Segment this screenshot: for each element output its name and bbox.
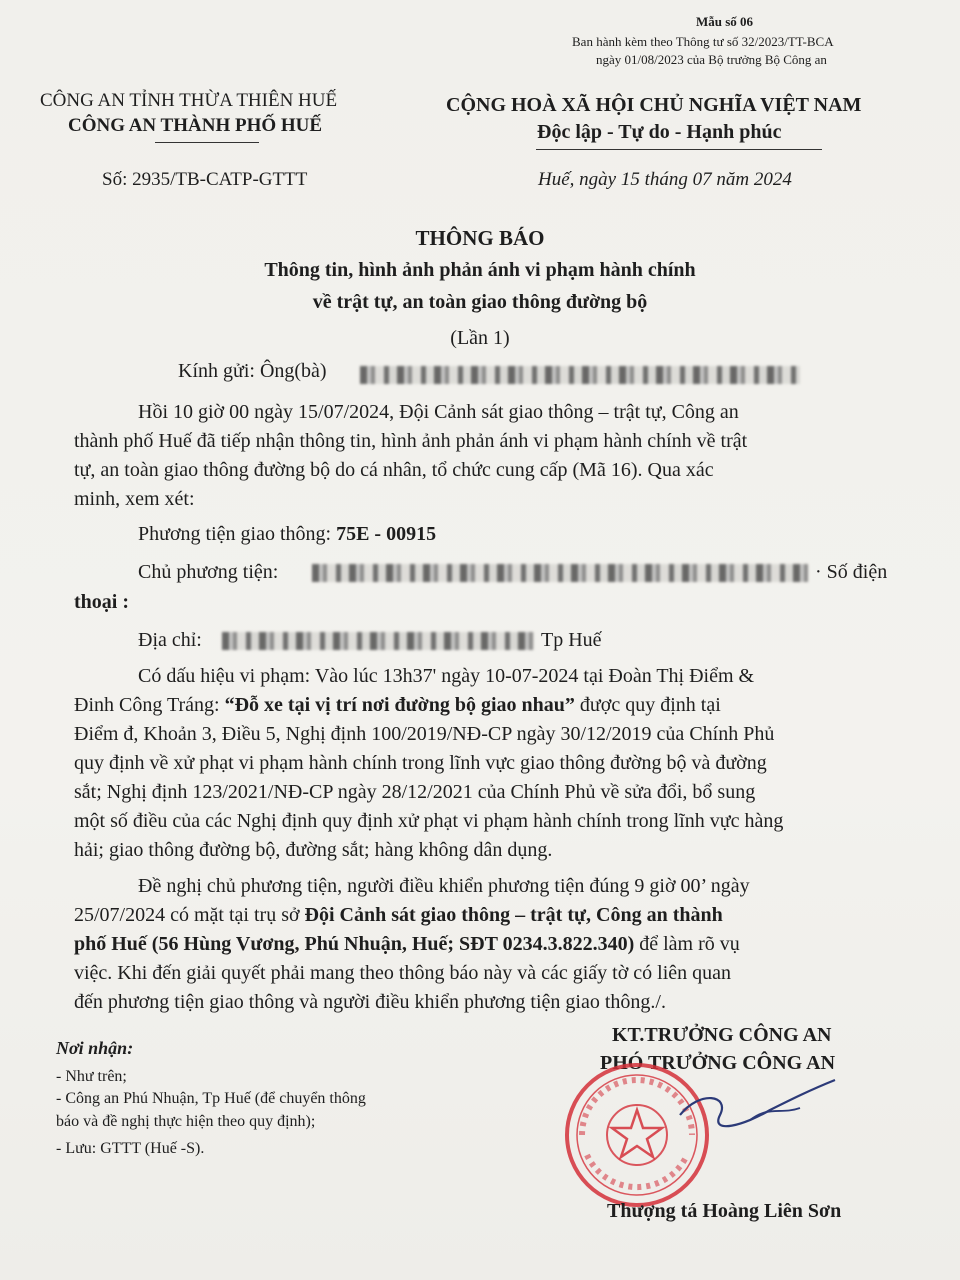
nation-title: CỘNG HOÀ XÃ HỘI CHỦ NGHĨA VIỆT NAM [446, 94, 862, 116]
recipient-label: Kính gửi: Ông(bà) [178, 360, 327, 382]
issued-with-line-2: ngày 01/08/2023 của Bộ trưởng Bộ Công an [596, 52, 827, 67]
intro-line-4: minh, xem xét: [74, 488, 195, 510]
request-line-3 [74, 930, 740, 959]
address-city: Tp Huế [541, 629, 602, 651]
recipients-item-1: - Như trên; [56, 1068, 127, 1085]
document-number: Số: 2935/TB-CATP-GTTT [102, 169, 308, 190]
request-address: phố Huế (56 Hùng Vương, Phú Nhuận, Huế; SĐT 0234.3.822.340) [74, 933, 635, 955]
request-line-2 [74, 901, 723, 930]
motto-underline [536, 149, 822, 150]
violation-line-7: hải; giao thông đường bộ, đường sắt; hàng không dân dụng. [74, 839, 553, 861]
request-office: Đội Cảnh sát giao thông – trật tự, Công an thành [304, 904, 723, 926]
violation-reg-intro: được quy định tại [574, 694, 721, 716]
request-line-4: việc. Khi đến giải quyết phải mang theo thông báo này và các giấy tờ có liên quan [74, 962, 732, 984]
violation-location: Đinh Công Tráng: [74, 694, 225, 716]
violation-line-6: một số điều của các Nghị định quy định xử phạt vi phạm hành chính trong lĩnh vực hàng [74, 810, 784, 832]
violation-line-5: sắt; Nghị định 123/2021/NĐ-CP ngày 28/12/2021 của Chính Phủ về sửa đổi, bổ sung [74, 781, 756, 803]
request-line-1: Đề nghị chủ phương tiện, người điều khiển phương tiện đúng 9 giờ 00’ ngày [138, 875, 750, 897]
request-date: 25/07/2024 có mặt tại trụ sở [74, 904, 305, 926]
org-parent: CÔNG AN TỈNH THỪA THIÊN HUẾ [40, 90, 338, 111]
nation-motto: Độc lập - Tự do - Hạnh phúc [537, 121, 782, 143]
intro-line-3: tự, an toàn giao thông đường bộ do cá nhân, tổ chức cung cấp (Mã 16). Qua xác [74, 459, 714, 481]
handwritten-signature [660, 1070, 860, 1180]
redacted-owner-name [312, 564, 808, 582]
redacted-address [222, 632, 534, 650]
document-title: THÔNG BÁO [415, 226, 545, 250]
violation-line-1: Có dấu hiệu vi phạm: Vào lúc 13h37' ngày 10-07-2024 tại Đoàn Thị Điểm & [138, 665, 755, 687]
owner-label: Chủ phương tiện: [138, 561, 279, 583]
vehicle-label: Phương tiện giao thông: [138, 523, 337, 545]
document-date: Huế, ngày 15 tháng 07 năm 2024 [538, 169, 792, 190]
document-subtitle-1: Thông tin, hình ảnh phản ánh vi phạm hành chính [264, 259, 696, 281]
notice-count: (Lần 1) [450, 327, 510, 349]
vehicle-line [138, 520, 436, 549]
redacted-recipient-name [360, 366, 800, 384]
violation-line-3: Điểm đ, Khoản 3, Điều 5, Nghị định 100/2019/NĐ-CP ngày 30/12/2019 của Chính Phủ [74, 723, 775, 745]
recipients-item-2b: báo và đề nghị thực hiện theo quy định); [56, 1113, 316, 1130]
intro-line-1: Hồi 10 giờ 00 ngày 15/07/2024, Đội Cảnh sát giao thông – trật tự, Công an [138, 401, 739, 423]
org-name: CÔNG AN THÀNH PHỐ HUẾ [68, 115, 323, 136]
recipients-title: Nơi nhận: [56, 1038, 134, 1058]
intro-line-2: thành phố Huế đã tiếp nhận thông tin, hình ảnh phản ánh vi phạm hành chính về trật [74, 430, 748, 452]
phone-label-b: thoại : [74, 591, 129, 613]
vehicle-plate: 75E - 00915 [336, 523, 437, 545]
signature-title: PHÓ TRƯỞNG CÔNG AN [600, 1052, 836, 1074]
form-number: Mẫu số 06 [696, 14, 754, 29]
request-purpose: để làm rõ vụ [634, 933, 740, 955]
document-subtitle-2: về trật tự, an toàn giao thông đường bộ [312, 291, 648, 313]
request-line-5: đến phương tiện giao thông và người điều khiển phương tiện giao thông./. [74, 991, 666, 1013]
violation-description: “Đỗ xe tại vị trí nơi đường bộ giao nhau” [224, 694, 575, 716]
issued-with-line-1: Ban hành kèm theo Thông tư số 32/2023/TT-BCA [572, 34, 834, 49]
signer-name: Thượng tá Hoàng Liên Sơn [607, 1200, 842, 1222]
recipients-item-3: - Lưu: GTTT (Huế -S). [56, 1140, 205, 1157]
address-label: Địa chỉ: [138, 629, 202, 651]
phone-label-a: · Số điện [815, 561, 888, 583]
signature-authority: KT.TRƯỞNG CÔNG AN [612, 1024, 832, 1046]
violation-line-2 [74, 691, 721, 720]
org-underline [155, 142, 259, 143]
violation-line-4: quy định về xử phạt vi phạm hành chính trong lĩnh vực giao thông đường bộ và đường [74, 752, 767, 774]
recipients-item-2a: - Công an Phú Nhuận, Tp Huế (để chuyển thông [56, 1090, 366, 1107]
